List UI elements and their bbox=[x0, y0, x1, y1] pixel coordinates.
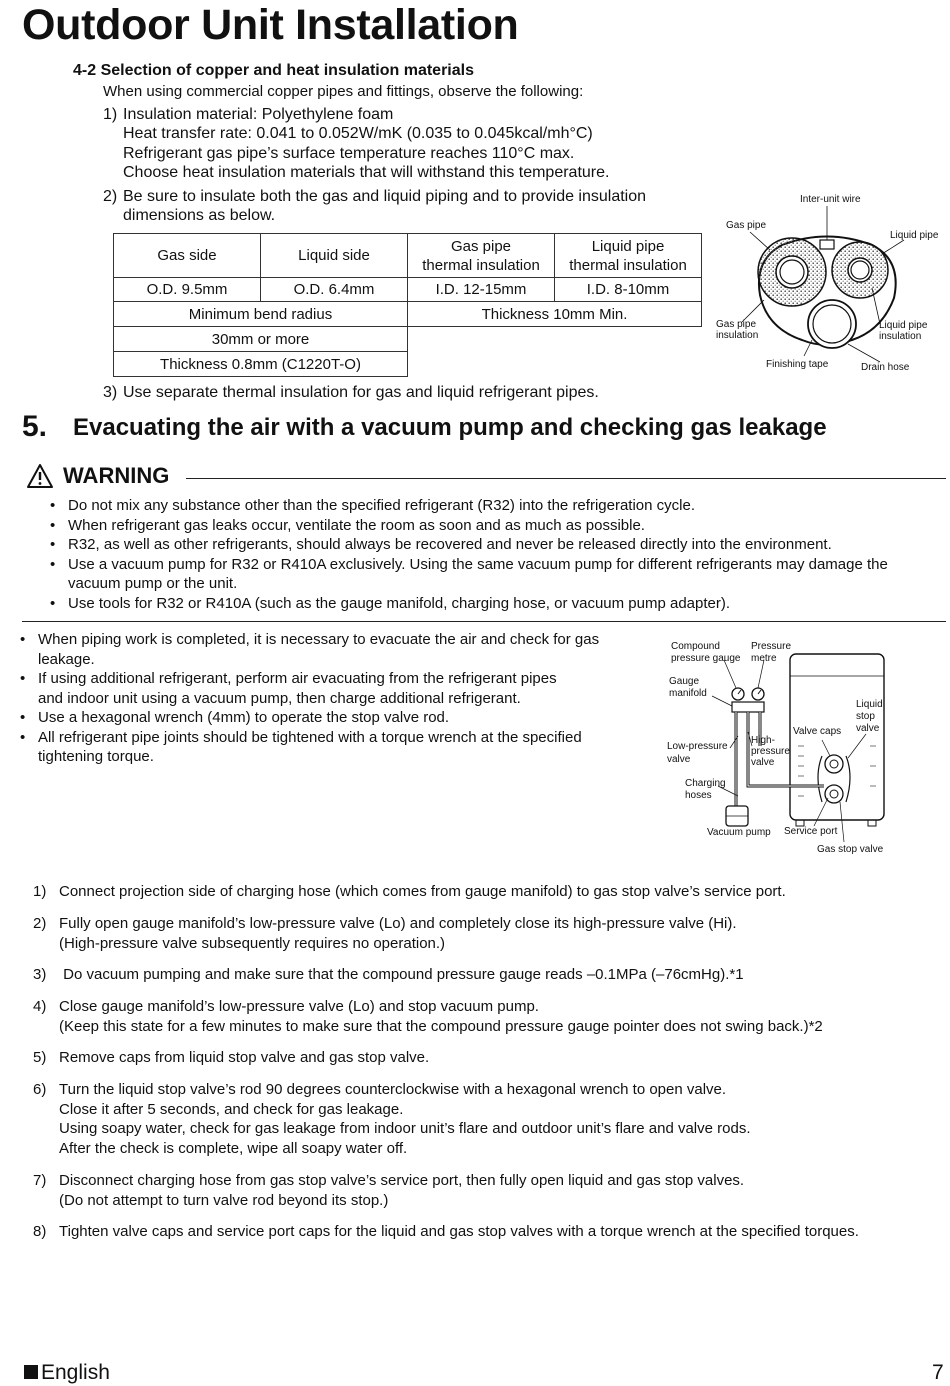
warning-divider bbox=[186, 478, 946, 479]
page-number: 7 bbox=[932, 1361, 944, 1384]
steps-list bbox=[33, 882, 933, 1162]
table-cell: Thickness 10mm Min. bbox=[408, 302, 702, 327]
step-text: (Do not attempt to turn valve rod beyond its stop.) bbox=[59, 1191, 389, 1209]
table-cell: Minimum bend radius bbox=[114, 302, 408, 327]
warning-item-text: vacuum pump or the unit. bbox=[68, 575, 238, 592]
step-text: Disconnect charging hose from gas stop valve’s service port, then fully open liquid and gas stop valves. bbox=[59, 1172, 745, 1189]
step-text: Connect projection side of charging hose (which comes from gauge manifold) to gas stop valve’s service port. bbox=[59, 883, 786, 900]
table-cell: I.D. 12-15mm bbox=[408, 278, 555, 302]
warning-list bbox=[48, 496, 888, 613]
table-header-text: thermal insulation bbox=[569, 256, 687, 274]
note-item: • All refrigerant pipe joints should be tightened with a torque wrench at the specified bbox=[18, 728, 599, 748]
item3-number: 3) bbox=[103, 384, 118, 401]
label-high-pressure-valve: High- bbox=[751, 735, 775, 746]
step-text: After the check is complete, wipe all soapy water off. bbox=[59, 1139, 408, 1157]
step-text: (High-pressure valve subsequently requires no operation.) bbox=[59, 934, 446, 952]
table-header-text: thermal insulation bbox=[422, 256, 540, 274]
step-number: 1) bbox=[33, 883, 47, 900]
label-gas-stop-valve: Gas stop valve bbox=[817, 844, 884, 855]
label-gas-pipe-insulation: Gas pipe bbox=[716, 319, 757, 330]
note-item: • Use a hexagonal wrench (4mm) to operate the stop valve rod. bbox=[18, 708, 599, 728]
label-liquid-pipe-insulation: insulation bbox=[879, 331, 922, 342]
note-item-text: tightening torque. bbox=[38, 748, 154, 765]
label-vacuum-pump: Vacuum pump bbox=[707, 827, 771, 838]
footer-square-icon bbox=[24, 1365, 38, 1379]
item2-line: Be sure to insulate both the gas and liquid piping and to provide insulation bbox=[123, 188, 647, 205]
item1-number: 1) bbox=[103, 106, 118, 123]
item2-number: 2) bbox=[103, 188, 118, 205]
label-drain-hose: Drain hose bbox=[861, 362, 910, 373]
label-gauge-manifold: Gauge bbox=[669, 676, 700, 687]
step-text: Fully open gauge manifold’s low-pressure valve (Lo) and completely close its high-pressure valve (Hi). bbox=[59, 915, 737, 932]
page-title: Outdoor Unit Installation bbox=[22, 1, 519, 49]
table-cell: Thickness 0.8mm (C1220T-O) bbox=[114, 352, 408, 377]
label-liquid-stop-valve: Liquid bbox=[856, 699, 883, 710]
note-item-text: and indoor unit using a vacuum pump, then charge additional refrigerant. bbox=[38, 689, 521, 707]
label-charging-hoses: Charging bbox=[685, 778, 726, 789]
table-header-liquid-insulation bbox=[555, 234, 702, 278]
pipe-insulation-diagram bbox=[712, 190, 946, 380]
warning-item: • R32, as well as other refrigerants, should always be recovered and never be released directly into the environment. bbox=[48, 535, 888, 555]
warning-item: • Use tools for R32 or R410A (such as the gauge manifold, charging hose, or vacuum pump adapter). bbox=[48, 594, 888, 614]
notes-list bbox=[18, 630, 599, 767]
label-valve-caps: Valve caps bbox=[793, 726, 842, 737]
label-service-port: Service port bbox=[784, 826, 838, 837]
step-number: 7) bbox=[33, 1172, 47, 1189]
table-cell: O.D. 6.4mm bbox=[261, 278, 408, 302]
label-inter-unit-wire: Inter-unit wire bbox=[800, 194, 861, 205]
label-compound-gauge: Compound bbox=[671, 641, 720, 652]
step-text: Close it after 5 seconds, and check for gas leakage. bbox=[59, 1100, 404, 1118]
warning-item: • Use a vacuum pump for R32 or R410A exclusively. Using the same vacuum pump for different refrigerants may damage the bbox=[48, 555, 888, 575]
step-number: 3) bbox=[33, 966, 47, 983]
label-compound-gauge: pressure gauge bbox=[671, 653, 741, 664]
section-divider bbox=[22, 621, 946, 622]
table-header-liquid-side: Liquid side bbox=[261, 234, 408, 278]
label-liquid-pipe-insulation: Liquid pipe bbox=[879, 320, 928, 331]
label-pressure-metre: Pressure bbox=[751, 641, 792, 652]
item2-line: dimensions as below. bbox=[123, 207, 276, 224]
insulation-table bbox=[113, 233, 702, 377]
label-finishing-tape: Finishing tape bbox=[766, 359, 829, 370]
step-text: Using soapy water, check for gas leakage from indoor unit’s flare and outdoor unit’s flare and valve rods. bbox=[59, 1120, 751, 1137]
label-pressure-metre: metre bbox=[751, 653, 777, 664]
table-header-gas-side: Gas side bbox=[114, 234, 261, 278]
section-4-2-intro: When using commercial copper pipes and fittings, observe the following: bbox=[103, 83, 584, 100]
label-low-pressure-valve: Low-pressure bbox=[667, 741, 728, 752]
warning-item: • Do not mix any substance other than the specified refrigerant (R32) into the refrigeration cycle. bbox=[48, 496, 888, 516]
table-cell: O.D. 9.5mm bbox=[114, 278, 261, 302]
table-header-text: Gas pipe bbox=[450, 237, 512, 255]
warning-icon bbox=[26, 463, 54, 489]
note-item-continuation bbox=[18, 747, 599, 767]
warning-label: WARNING bbox=[63, 463, 170, 488]
section-4-2-heading: 4-2 Selection of copper and heat insulation materials bbox=[73, 62, 474, 79]
step-number: 2) bbox=[33, 915, 47, 932]
label-gas-pipe-insulation: insulation bbox=[716, 330, 759, 341]
label-gauge-manifold: manifold bbox=[669, 688, 707, 699]
note-item: • When piping work is completed, it is necessary to evacuate the air and check for gas bbox=[18, 630, 599, 650]
step-text: Do vacuum pumping and make sure that the compound pressure gauge reads –0.1MPa (–76cmHg).*1 bbox=[59, 966, 744, 983]
table-header-text: Liquid pipe bbox=[591, 237, 665, 255]
step-number: 6) bbox=[33, 1081, 47, 1098]
table-header-gas-insulation bbox=[408, 234, 555, 278]
step-number: 4) bbox=[33, 998, 47, 1015]
step-text: Remove caps from liquid stop valve and gas stop valve. bbox=[59, 1049, 430, 1066]
table-cell: 30mm or more bbox=[114, 327, 408, 352]
item1-line: Insulation material: Polyethylene foam bbox=[123, 106, 394, 123]
step-number: 8) bbox=[33, 1223, 47, 1240]
warning-item-continuation bbox=[48, 574, 888, 594]
label-low-pressure-valve: valve bbox=[667, 754, 691, 765]
table-empty-cell bbox=[408, 352, 702, 377]
item1-line: Choose heat insulation materials that will withstand this temperature. bbox=[123, 164, 610, 181]
step-text: Tighten valve caps and service port caps for the liquid and gas stop valves with a torque wrench at the specified torques. bbox=[59, 1223, 859, 1240]
label-gas-pipe: Gas pipe bbox=[726, 220, 767, 231]
footer-language: English bbox=[41, 1361, 110, 1384]
label-liquid-stop-valve: stop bbox=[856, 711, 875, 722]
table-empty-cell bbox=[408, 327, 702, 352]
note-item-continuation bbox=[18, 689, 599, 709]
item1-line: Heat transfer rate: 0.041 to 0.052W/mK (0.035 to 0.045kcal/mh°C) bbox=[123, 125, 593, 142]
step-number: 5) bbox=[33, 1049, 47, 1066]
item1-line: Refrigerant gas pipe’s surface temperature reaches 110°C max. bbox=[123, 145, 575, 162]
label-high-pressure-valve: pressure bbox=[751, 746, 790, 757]
step-text: Turn the liquid stop valve’s rod 90 degrees counterclockwise with a hexagonal wrench to open valve. bbox=[59, 1081, 727, 1098]
section-5-number: 5. bbox=[22, 410, 48, 443]
warning-item: • When refrigerant gas leaks occur, ventilate the room as soon and as much as possible. bbox=[48, 516, 888, 536]
note-item-continuation bbox=[18, 650, 599, 670]
label-liquid-pipe: Liquid pipe bbox=[890, 230, 939, 241]
label-charging-hoses: hoses bbox=[685, 790, 712, 801]
steps-list-continued bbox=[33, 1171, 933, 1251]
item3-text: Use separate thermal insulation for gas and liquid refrigerant pipes. bbox=[123, 384, 599, 401]
step-text: (Keep this state for a few minutes to make sure that the compound pressure gauge pointer does not swing back.)*2 bbox=[59, 1017, 823, 1035]
step-text: Close gauge manifold’s low-pressure valve (Lo) and stop vacuum pump. bbox=[59, 998, 539, 1015]
section-5-title: Evacuating the air with a vacuum pump and checking gas leakage bbox=[73, 414, 827, 441]
note-item: • If using additional refrigerant, perform air evacuating from the refrigerant pipes bbox=[18, 669, 599, 689]
label-high-pressure-valve: valve bbox=[751, 757, 775, 768]
table-cell: I.D. 8-10mm bbox=[555, 278, 702, 302]
note-item-text: leakage. bbox=[38, 650, 95, 668]
label-liquid-stop-valve: valve bbox=[856, 723, 880, 734]
